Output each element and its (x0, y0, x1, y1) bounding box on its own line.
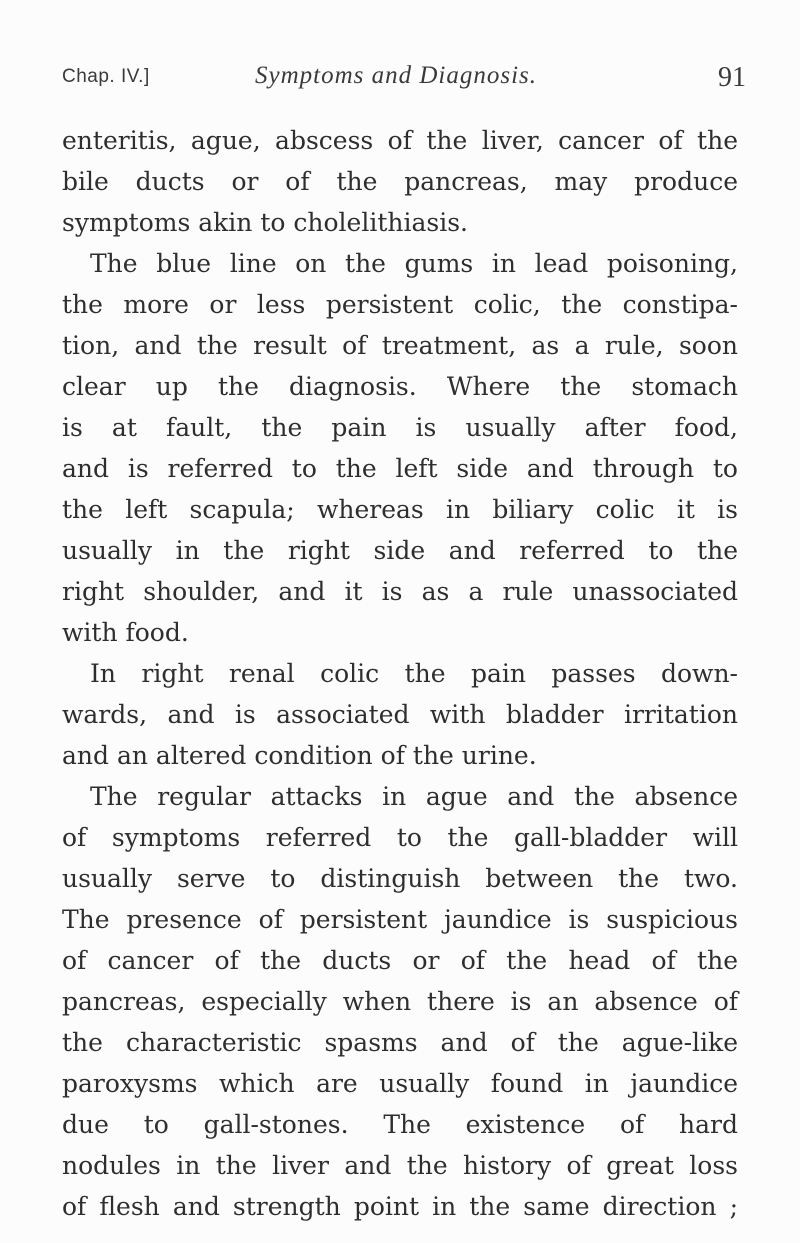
text-line: clear up the diagnosis. Where the stomach (62, 372, 738, 401)
chapter-label: Chap. IV.] (62, 66, 150, 87)
text-line: right shoulder, and it is as a rule unassociated (62, 577, 738, 606)
text-line: wards, and is associated with bladder irritation (62, 700, 738, 729)
running-title: Symptoms and Diagnosis. (255, 62, 538, 89)
text-line: enteritis, ague, abscess of the liver, cancer of the (62, 126, 738, 155)
page-number: 91 (718, 62, 746, 93)
text-line: bile ducts or of the pancreas, may produce (62, 167, 738, 196)
text-line: nodules in the liver and the history of great loss (62, 1151, 738, 1180)
text-line: tion, and the result of treatment, as a rule, soon (62, 331, 738, 360)
text-line: paroxysms which are usually found in jaundice (62, 1069, 738, 1098)
text-line: with food. (62, 618, 189, 647)
text-line: of cancer of the ducts or of the head of the (62, 946, 738, 975)
text-line: The blue line on the gums in lead poisoning, (90, 249, 738, 278)
text-line: pancreas, especially when there is an absence of (62, 987, 738, 1016)
text-line: In right renal colic the pain passes down- (90, 659, 738, 688)
text-line: of symptoms referred to the gall-bladder will (62, 823, 738, 852)
text-line: usually in the right side and referred to the (62, 536, 738, 565)
text-line: the left scapula; whereas in biliary colic it is (62, 495, 738, 524)
body-text (62, 120, 738, 1227)
text-line: symptoms akin to cholelithiasis. (62, 208, 468, 237)
text-line: the characteristic spasms and of the ague-like (62, 1028, 738, 1057)
text-line: due to gall-stones. The existence of hard (62, 1110, 738, 1139)
text-line: is at fault, the pain is usually after food, (62, 413, 738, 442)
running-head (62, 62, 746, 96)
text-line: of flesh and strength point in the same direction ; (62, 1192, 738, 1221)
text-line: The presence of persistent jaundice is suspicious (62, 905, 738, 934)
text-line: and an altered condition of the urine. (62, 741, 537, 770)
text-line: The regular attacks in ague and the absence (90, 782, 738, 811)
text-line: usually serve to distinguish between the two. (62, 864, 738, 893)
text-line: and is referred to the left side and through to (62, 454, 738, 483)
text-line: the more or less persistent colic, the constipa- (62, 290, 738, 319)
